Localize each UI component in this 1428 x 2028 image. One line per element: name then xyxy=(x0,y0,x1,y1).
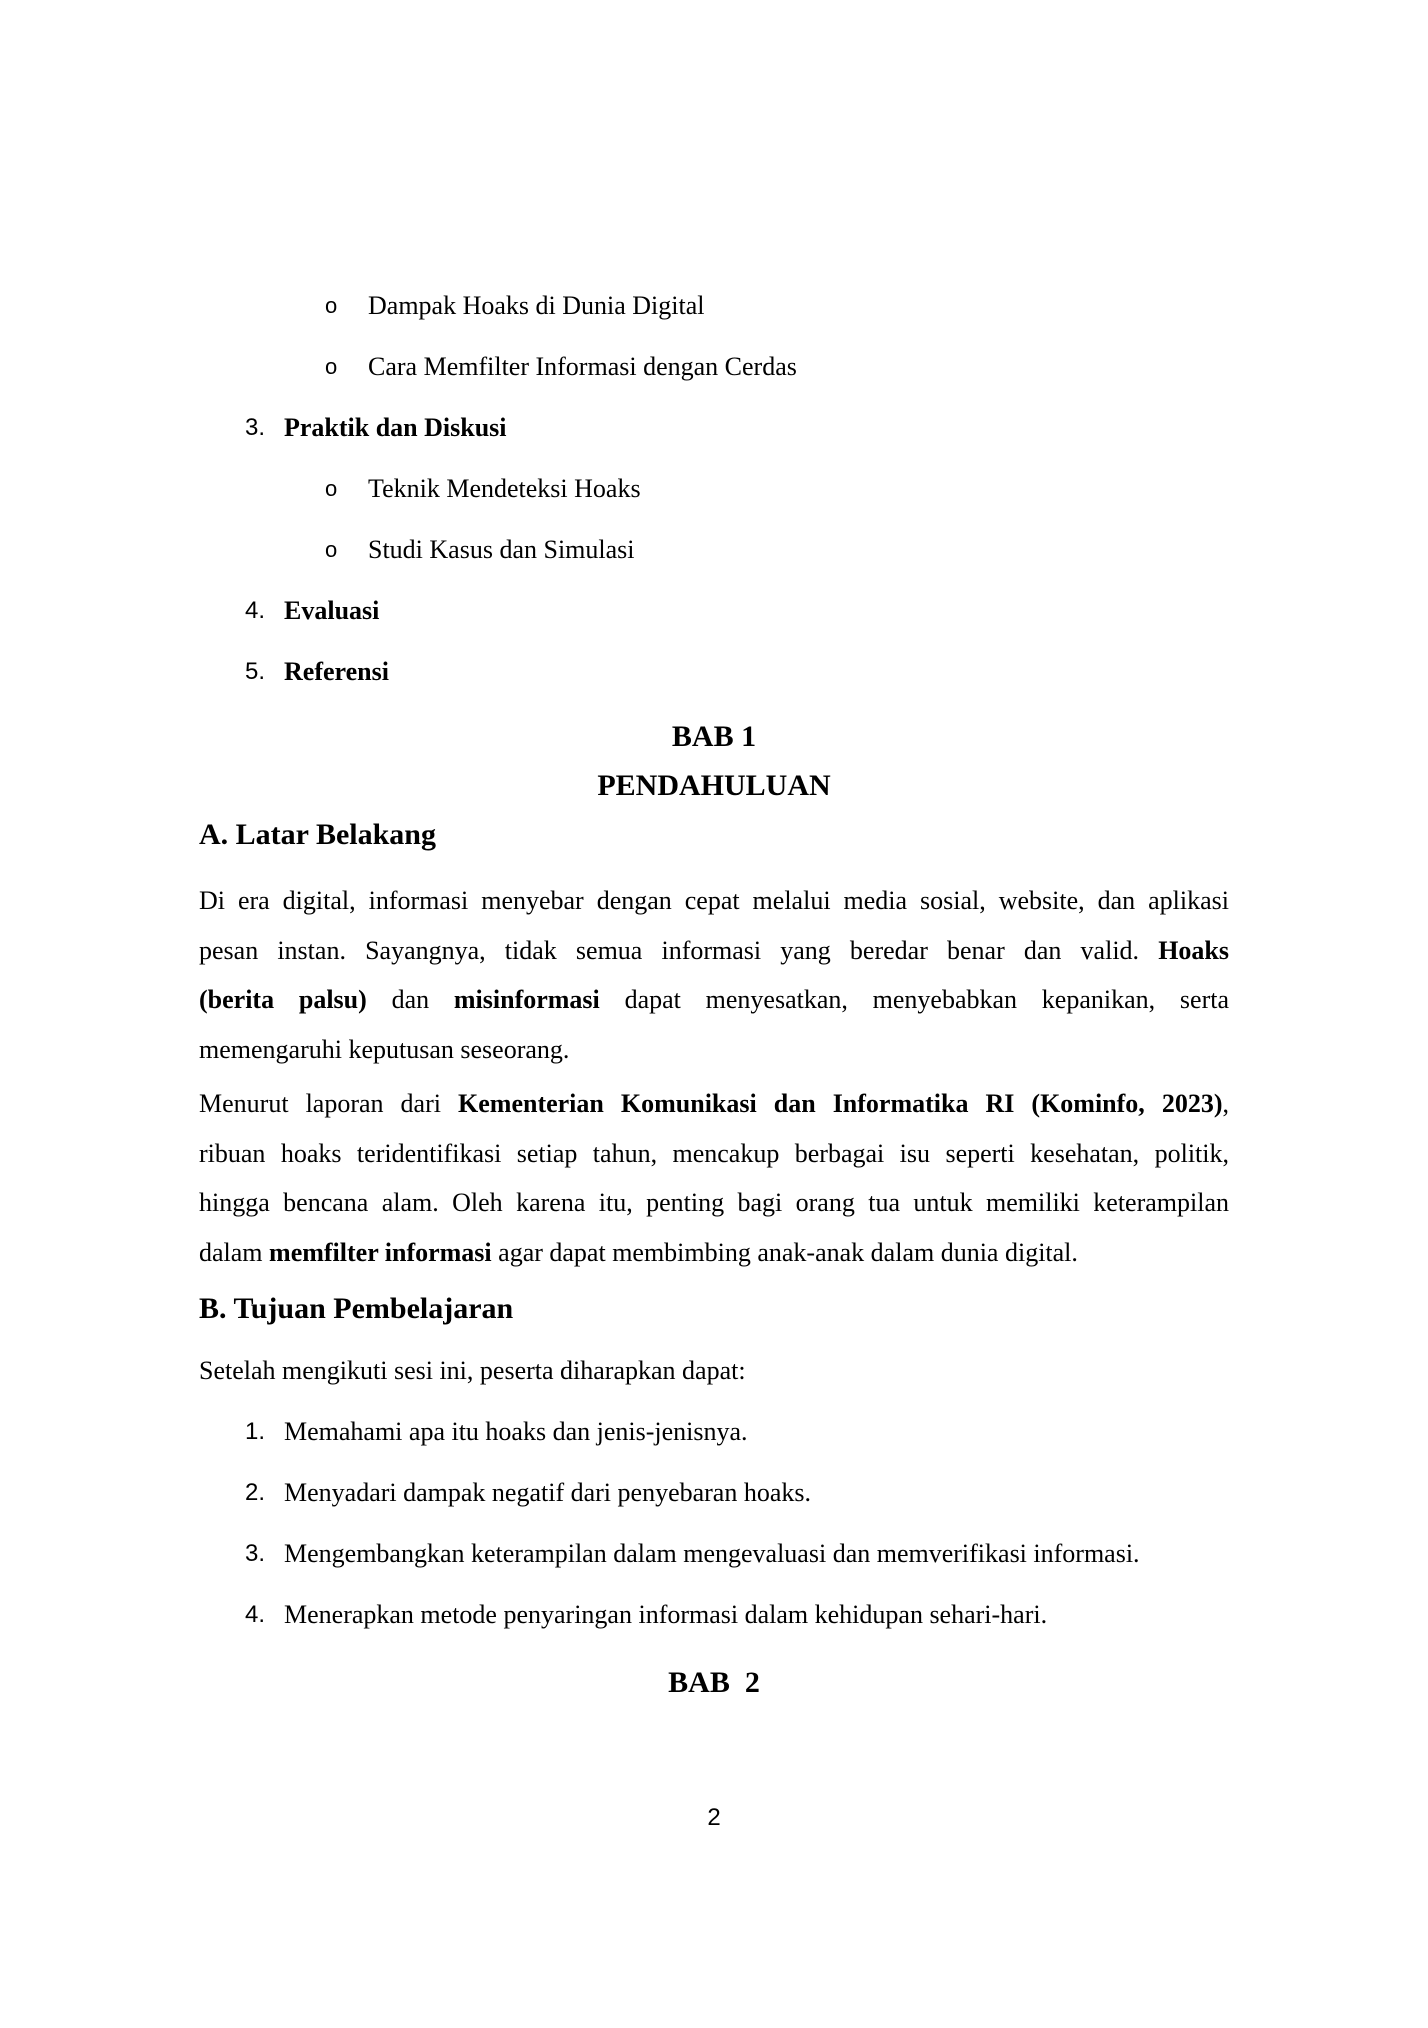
chapter-title: PENDAHULUAN xyxy=(597,769,831,802)
bold-term: misinformasi xyxy=(453,985,600,1014)
list-number: 1. xyxy=(244,1418,265,1445)
objective-item: Menerapkan metode penyaringan informasi dalam kehidupan sehari-hari. xyxy=(284,1600,1048,1629)
objective-item: Memahami apa itu hoaks dan jenis-jenisnya. xyxy=(284,1417,748,1446)
chapter-label: BAB 1 xyxy=(671,720,757,753)
text-run: dapat menyesatkan, menyebabkan kepanikan, serta xyxy=(624,985,1230,1014)
text-run: pesan instan. Sayangnya, tidak semua informasi yang beredar benar dan valid. xyxy=(199,935,1140,965)
text-run: dan xyxy=(391,985,430,1014)
paragraph-line: ribuan hoaks teridentifikasi setiap tahun, mencakup berbagai isu seperti kesehatan, politik, xyxy=(199,1138,1229,1168)
list-number: 4. xyxy=(244,597,265,624)
bold-term: (berita palsu) xyxy=(199,985,367,1014)
text-run: dalam xyxy=(199,1237,263,1267)
page-number: 2 xyxy=(707,1804,721,1831)
paragraph-line xyxy=(199,926,1229,976)
outline-item: Evaluasi xyxy=(284,596,380,625)
list-number: 3. xyxy=(244,1540,265,1567)
section-heading: B. Tujuan Pembelajaran xyxy=(199,1292,514,1325)
section-intro: Setelah mengikuti sesi ini, peserta diharapkan dapat: xyxy=(199,1356,746,1385)
paragraph-line: Di era digital, informasi menyebar dengan cepat melalui media sosial, website, dan aplikasi xyxy=(199,886,1229,915)
list-bullet: o xyxy=(325,476,338,501)
paragraph-latar-belakang-2 xyxy=(199,1079,1229,1277)
outline-subitem: Cara Memfilter Informasi dengan Cerdas xyxy=(368,352,797,381)
list-number: 5. xyxy=(244,658,265,685)
list-number: 2. xyxy=(244,1479,265,1506)
paragraph-line xyxy=(199,1079,1229,1129)
paragraph-line: hingga bencana alam. Oleh karena itu, penting bagi orang tua untuk memiliki keterampilan xyxy=(199,1188,1229,1217)
bold-term: memfilter informasi xyxy=(269,1237,492,1267)
list-bullet: o xyxy=(325,537,338,562)
paragraph-line: memengaruhi keputusan seseorang. xyxy=(199,1034,570,1064)
bold-term: Hoaks xyxy=(1158,935,1229,965)
objective-item: Menyadari dampak negatif dari penyebaran hoaks. xyxy=(284,1478,812,1507)
text-run: , xyxy=(1222,1089,1229,1118)
bold-term: Kementerian Komunikasi dan Informatika RI (Kominfo, 2023) xyxy=(458,1089,1223,1118)
paragraph-line xyxy=(199,975,1229,1025)
outline-item: Praktik dan Diskusi xyxy=(284,413,507,442)
outline-subitem: Dampak Hoaks di Dunia Digital xyxy=(368,291,705,320)
paragraph-latar-belakang-1 xyxy=(199,876,1229,1074)
text-run: agar dapat membimbing anak-anak dalam dunia digital. xyxy=(498,1237,1078,1267)
paragraph-line xyxy=(199,1228,1229,1278)
objective-item: Mengembangkan keterampilan dalam mengevaluasi dan memverifikasi informasi. xyxy=(284,1539,1140,1568)
chapter-label: BAB 2 xyxy=(668,1666,760,1699)
list-number: 4. xyxy=(244,1601,265,1628)
text-run: Menurut laporan dari xyxy=(199,1089,441,1118)
section-heading: A. Latar Belakang xyxy=(199,818,436,851)
outline-subitem: Teknik Mendeteksi Hoaks xyxy=(368,474,641,503)
outline-item: Referensi xyxy=(284,657,389,686)
outline-subitem: Studi Kasus dan Simulasi xyxy=(368,535,635,564)
list-number: 3. xyxy=(244,414,265,441)
list-bullet: o xyxy=(325,293,338,318)
list-bullet: o xyxy=(325,354,338,379)
